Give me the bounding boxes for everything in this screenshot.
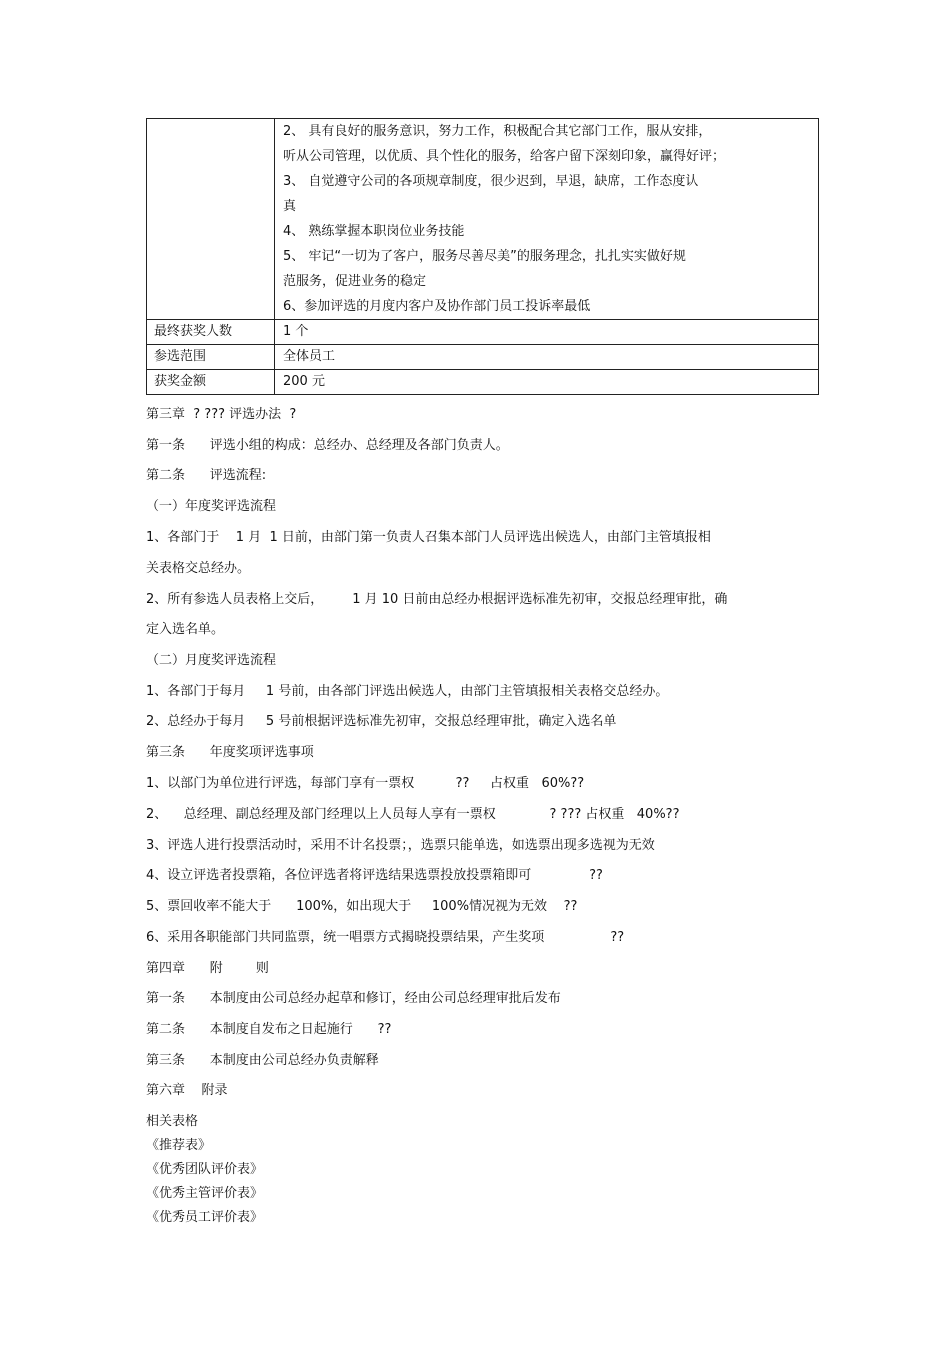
paragraph-line: 6、采用各职能部门共同监票，统一唱票方式揭晓投票结果，产生奖项 ?? bbox=[146, 930, 625, 945]
criteria-line: 真 bbox=[283, 199, 297, 214]
paragraph-line: 1、各部门于每月 1 号前，由各部门评选出候选人，由部门主管填报相关表格交总经办。 bbox=[146, 684, 669, 699]
criteria-line: 5、 牢记“一切为了客户，服务尽善尽美”的服务理念，扎扎实实做好规 bbox=[283, 249, 686, 264]
section-heading: （一）年度奖评选流程 bbox=[146, 499, 277, 514]
paragraph-line: 5、票回收率不能大于 100%，如出现大于 100%情况视为无效 ?? bbox=[146, 899, 578, 914]
appendix-item: 《优秀主管评价表》 bbox=[146, 1186, 264, 1201]
table-value-cell: 全体员工 bbox=[275, 345, 819, 370]
appendix-item: 《推荐表》 bbox=[146, 1138, 212, 1153]
appendix-title: 相关表格 bbox=[146, 1114, 199, 1129]
table-label-cell: 获奖金额 bbox=[147, 370, 275, 395]
section-heading: （二）月度奖评选流程 bbox=[146, 653, 277, 668]
chapter-heading: 第三章 ? ??? 评选办法 ? bbox=[146, 407, 297, 422]
table-row bbox=[147, 345, 819, 370]
paragraph-line: 4、设立评选者投票箱，各位评选者将评选结果选票投放投票箱即可 ?? bbox=[146, 868, 603, 883]
criteria-line: 4、 熟练掌握本职岗位业务技能 bbox=[283, 224, 465, 239]
appendix-list bbox=[146, 1110, 263, 1230]
criteria-row bbox=[147, 119, 819, 320]
table-row bbox=[147, 320, 819, 345]
criteria-line: 范服务，促进业务的稳定 bbox=[283, 274, 427, 289]
article-line: 第一条 评选小组的构成：总经办、总经理及各部门负责人。 bbox=[146, 438, 509, 453]
appendix-item: 《优秀员工评价表》 bbox=[146, 1210, 264, 1225]
article-line: 第二条 本制度自发布之日起施行 ?? bbox=[146, 1022, 392, 1037]
paragraph-line: 2、总经办于每月 5 号前根据评选标准先初审，交报总经理审批，确定入选名单 bbox=[146, 714, 617, 729]
appendix-item: 《优秀团队评价表》 bbox=[146, 1162, 264, 1177]
article-line: 第三条 本制度由公司总经办负责解释 bbox=[146, 1053, 379, 1068]
table-label-cell: 参选范围 bbox=[147, 345, 275, 370]
table-row bbox=[147, 370, 819, 395]
chapter-heading: 第六章 附录 bbox=[146, 1083, 228, 1098]
criteria-line: 6、参加评选的月度内客户及协作部门员工投诉率最低 bbox=[283, 299, 591, 314]
table-value-cell: 200 元 bbox=[275, 370, 819, 395]
article-line: 第一条 本制度由公司总经办起草和修订，经由公司总经理审批后发布 bbox=[146, 991, 561, 1006]
criteria-line: 3、 自觉遵守公司的各项规章制度，很少迟到，早退，缺席，工作态度认 bbox=[283, 174, 699, 189]
table-label-cell: 最终获奖人数 bbox=[147, 320, 275, 345]
criteria-value-cell bbox=[275, 119, 819, 320]
paragraph-line: 3、评选人进行投票活动时，采用不计名投票；，选票只能单选，如选票出现多选视为无效 bbox=[146, 838, 655, 853]
award-criteria-table bbox=[146, 118, 819, 395]
paragraph-line: 1、各部门于 1 月 1 日前，由部门第一负责人召集本部门人员评选出候选人，由部门主管填报相 bbox=[146, 530, 711, 545]
article-line: 第三条 年度奖项评选事项 bbox=[146, 745, 314, 760]
paragraph-line: 2、所有参选人员表格上交后， 1 月 10 日前由总经办根据评选标准先初审，交报总经理审批，确 bbox=[146, 592, 728, 607]
paragraph-line: 2、 总经理、副总经理及部门经理以上人员每人享有一票权 ? ??? 占权重 40%?? bbox=[146, 807, 680, 822]
paragraph-line: 定入选名单。 bbox=[146, 622, 225, 637]
criteria-line: 听从公司管理，以优质、具个性化的服务，给客户留下深刻印象，赢得好评； bbox=[283, 149, 726, 164]
criteria-label-cell bbox=[147, 119, 275, 320]
criteria-line: 2、 具有良好的服务意识，努力工作，积极配合其它部门工作，服从安排， bbox=[283, 124, 712, 139]
article-line: 第二条 评选流程: bbox=[146, 468, 267, 483]
paragraph-line: 1、以部门为单位进行评选，每部门享有一票权 ?? 占权重 60%?? bbox=[146, 776, 585, 791]
table-value-cell: 1 个 bbox=[275, 320, 819, 345]
chapter-heading: 第四章 附 则 bbox=[146, 961, 269, 976]
paragraph-line: 关表格交总经办。 bbox=[146, 561, 251, 576]
